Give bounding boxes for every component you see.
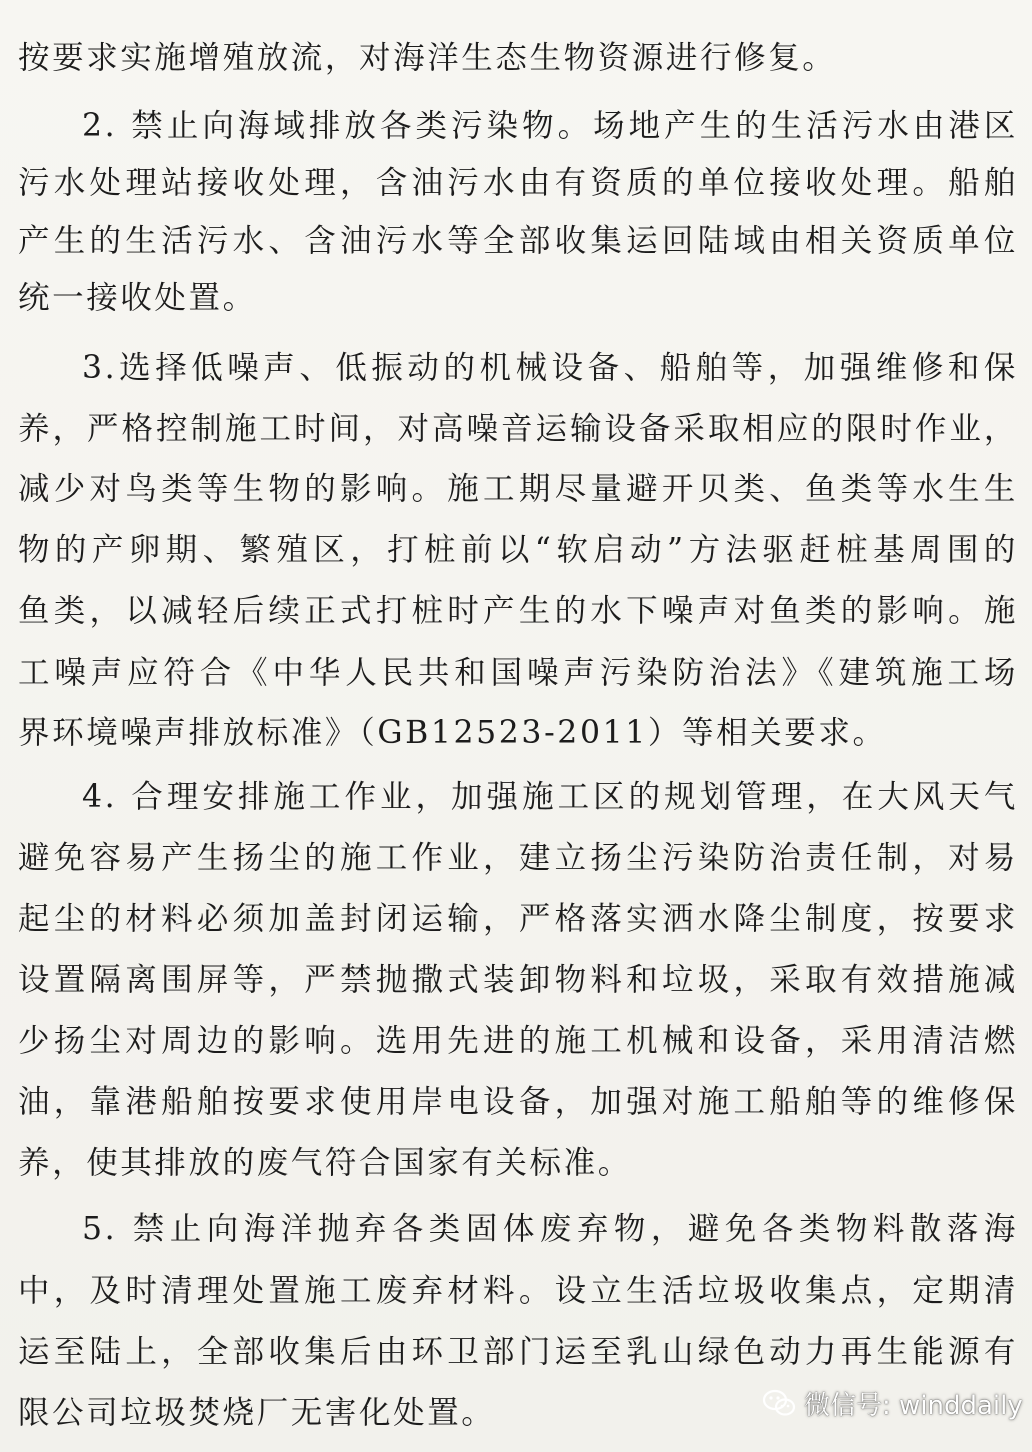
text-line: 物的产卵期、繁殖区，打桩前以“软启动”方法驱赶桩基周围的: [18, 532, 1018, 568]
text-line: 5. 禁止向海洋抛弃各类固体废弃物，避免各类物料散落海: [82, 1211, 1018, 1247]
text-line: 4. 合理安排施工作业，加强施工区的规划管理，在大风天气: [82, 779, 1018, 815]
text-line: 3.选择低噪声、低振动的机械设备、船舶等，加强维修和保: [82, 350, 1018, 386]
text-line: 按要求实施增殖放流，对海洋生态生物资源进行修复。: [18, 40, 837, 76]
text-line: 限公司垃圾焚烧厂无害化处置。: [18, 1395, 496, 1431]
text-line: 界环境噪声排放标准》（GB12523-2011）等相关要求。: [18, 715, 887, 751]
watermark-text: 微信号: winddaily: [804, 1390, 1023, 1421]
text-line: 鱼类，以减轻后续正式打桩时产生的水下噪声对鱼类的影响。施: [18, 593, 1018, 629]
wechat-icon: [762, 1388, 796, 1418]
text-line: 2. 禁止向海域排放各类污染物。场地产生的生活污水由港区: [82, 108, 1018, 144]
text-line: 油，靠港船舶按要求使用岸电设备，加强对施工船舶等的维修保: [18, 1084, 1018, 1120]
text-line: 避免容易产生扬尘的施工作业，建立扬尘污染防治责任制，对易: [18, 840, 1018, 876]
text-line: 污水处理站接收处理，含油污水由有资质的单位接收处理。船舶: [18, 165, 1018, 201]
text-line: 少扬尘对周边的影响。选用先进的施工机械和设备，采用清洁燃: [18, 1023, 1018, 1059]
text-line: 减少对鸟类等生物的影响。施工期尽量避开贝类、鱼类等水生生: [18, 471, 1018, 507]
text-line: 工噪声应符合《中华人民共和国噪声污染防治法》《建筑施工场: [18, 655, 1018, 691]
text-line: 养，使其排放的废气符合国家有关标准。: [18, 1145, 632, 1181]
text-line: 运至陆上，全部收集后由环卫部门运至乳山绿色动力再生能源有: [18, 1334, 1018, 1370]
wechat-watermark: [762, 1381, 1023, 1425]
text-line: 统一接收处置。: [18, 280, 257, 316]
text-line: 中，及时清理处置施工废弃材料。设立生活垃圾收集点，定期清: [18, 1273, 1018, 1309]
text-line: 起尘的材料必须加盖封闭运输，严格落实洒水降尘制度，按要求: [18, 901, 1018, 937]
text-line: 养，严格控制施工时间，对高噪音运输设备采取相应的限时作业，: [18, 411, 1018, 447]
text-line: 产生的生活污水、含油污水等全部收集运回陆域由相关资质单位: [18, 223, 1018, 259]
text-line: 设置隔离围屏等，严禁抛撒式装卸物料和垃圾，采取有效措施减: [18, 962, 1018, 998]
